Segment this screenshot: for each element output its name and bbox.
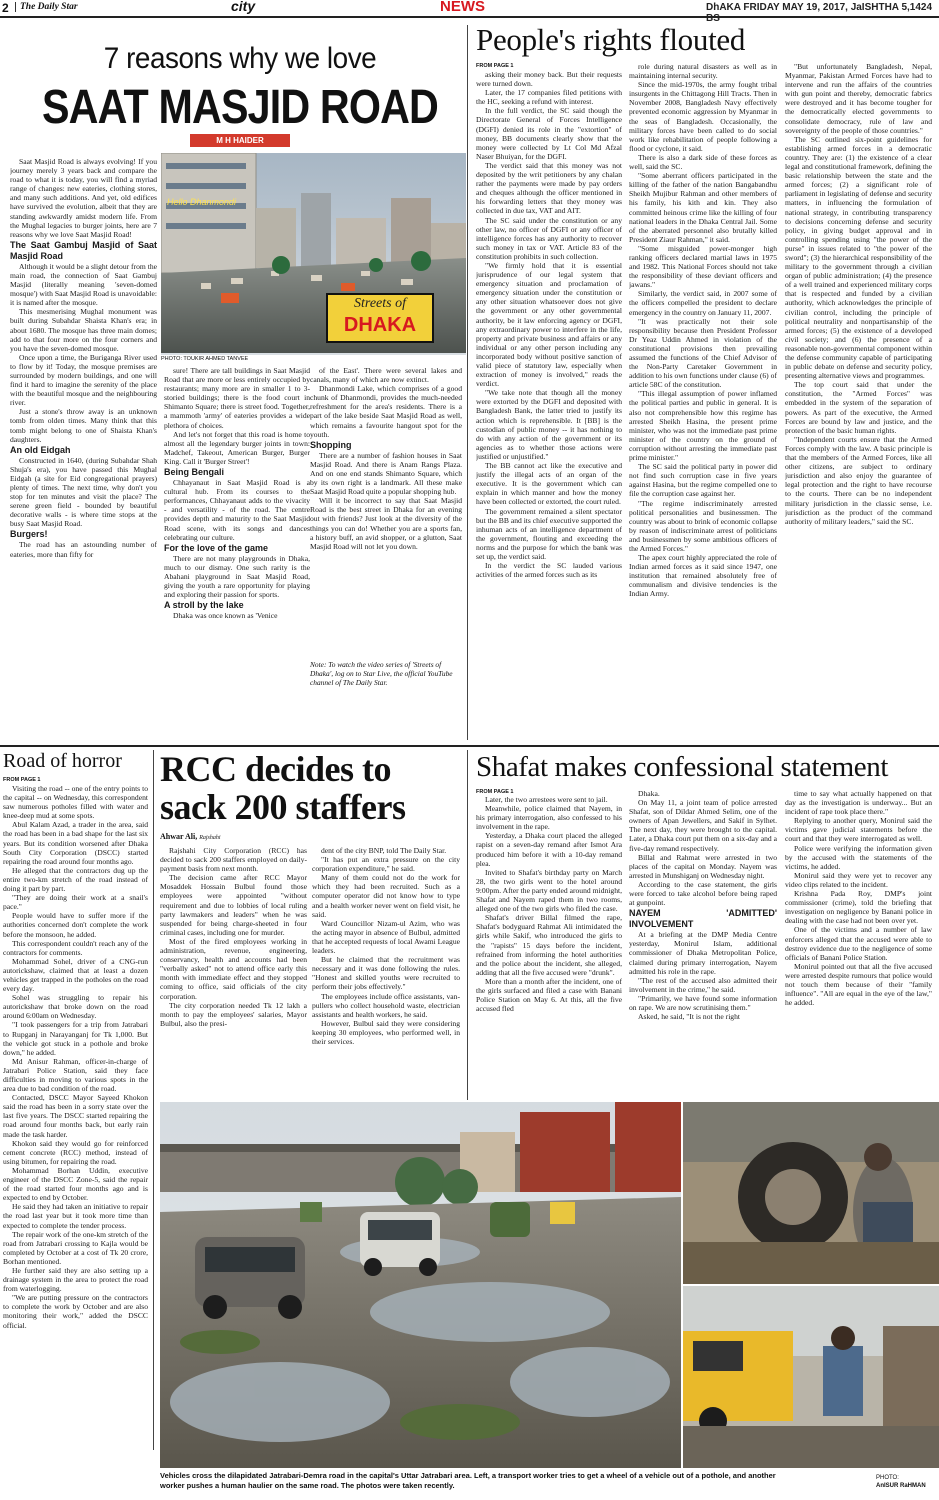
paragraph: Md Anisur Rahman, officer-in-charge of Jatrabari Police Station, said they face difficulties in moving to various spots in the area due to bad condition of the road.	[3, 1056, 148, 1094]
paragraph: Police were verifying the information given by the accused with the statements of the victims, he added.	[785, 843, 932, 871]
paragraph: "The regime indiscriminately arrested political personalities and businessmen. The country was about to brink of economic collapse by reason of indiscriminate arrest of politicians and businessmen by some ambitious officers of the Armed Forces."	[629, 498, 777, 553]
paragraph: Later, the 17 companies filed petitions with the HC, seeking a refund with interest.	[476, 88, 622, 107]
subheading: A stroll by the lake	[164, 600, 244, 611]
paragraph: Sohel was struggling to repair his autorickshaw that broke down on the road around 6:00am on Wednesday.	[3, 993, 148, 1021]
paragraph: dent of the city BNP, told The Daily Star.	[321, 846, 447, 855]
paragraph: However, Bulbul said they were considering keeping 30 employees, who performed well, in their services.	[312, 1018, 460, 1046]
paragraph: sure! There are tall buildings in Saat Masjid Road that are more or less entirely occupied by restaurants; many more are in smaller 1 to 3-storied buildings; there is the food court in Shimanto Square; there is street food. Together, a mammoth 'army' of eateries provides a wide plethora of choices.	[164, 366, 310, 430]
paragraph: "It was practically not their sole responsibility because then President Professor Dr Yeaz Uddin Ahmed in violation of the constitutional provisions then prevailing assumed the functions of the Chief Advisor of the Non-Party Caretaker Government in addition to his own functions under clause (6) of article 58C of the constitution.	[629, 316, 777, 390]
paragraph: Just a stone's throw away is an unknown tomb from olden times. Many think that this tomb might belong to one of Shaista Khan's daughters.	[10, 407, 157, 444]
column-divider	[467, 750, 468, 1100]
paragraph: The SC outlined six-point guidelines for establishing armed forces in a democratic country. They are: (1) the existence of a clear legal and constitutional framework, defining the basic relationship between the state and the armed forces; (2) a significant role of parliament in legislating of defense and security matters, in influencing the formulation of national strategy, in contributing transparency to decisions concerning defense and security policy, in giving budget approval and in controlling spending using "the power of the purse" in issues related to "the power of the sword"; (3) the hierarchical responsibility of the military to the government through a civilian organ of public administration; (4) the presence of a well trained and experienced military corps that is respected and funded by a civilian authority, which acknowledges the principle of civilian control, including the principle of political neutrality and nonpartisanship of the armed forces; (5) the existence of a developed civil society; and (6) the presence of a reasonable non-governmental component within the defense community capable of participating in public debate on defense and security policy, presenting alternative views and programmes.	[785, 134, 932, 381]
paragraph: Dhaka was once known as 'Venice	[173, 611, 278, 621]
paragraph: Replying to another query, Monirul said the victims gave judicial statements before the court and that they were interrogated as well.	[785, 816, 932, 844]
paragraph: "This illegal assumption of power inflamed the political parties and public in general. It is also not comprehensible how this regime has arrested Sheikh Hasina, the present prime minister, who was not the immediate past prime minister of the country on the ground of corruption without arresting the immediate past prime minister."	[629, 389, 777, 463]
paper-logo: The Daily Star	[15, 2, 78, 12]
page-number: 2	[2, 1, 9, 15]
paragraph: The city corporation needed Tk 12 lakh a month to pay the employees' salaries, Mayor Bulbul, also the presi-	[160, 1000, 307, 1028]
paragraph: But he claimed that the recruitment was necessary and it was done following the rules. "Honest and skilled youths were recruited to perform their jobs effectively."	[312, 955, 460, 992]
rights-col-1	[476, 70, 622, 738]
paragraph: The top court said that under the constitution, the "Armed Forces" was embedded in the system of the separation of powers. As part of the executive, the Armed Forces are bound by law and justice, and the protection of the basic human rights.	[785, 380, 932, 435]
horror-from-label: FROM PAGE 1	[3, 777, 41, 783]
paragraph: "Independent courts ensure that the Armed Forces comply with the law. A basic principle is that the members of the Armed Forces, like all other citizens, are subject to ordinary jurisdiction and also enjoy the guarantee of legal protection and the right to have recourse to the courts. There can be no independent military jurisdiction in the classic sense, i.e. jurisdiction as the product of the command authority of military leaders," said the SC.	[785, 434, 932, 526]
rcc-headline-line2: sack 200 staffers	[160, 787, 406, 827]
rcc-col-1	[160, 846, 307, 1096]
paragraph: Monirul pointed out that all the five accused were arrested despite rumours that police would not touch them because of their "family influence". "All are equal in the eye of the law," he added.	[785, 961, 932, 1008]
rights-headline: People's rights flouted	[476, 22, 746, 57]
paragraph: The road has an astounding number of eateries, more than fifty for	[10, 540, 157, 559]
rights-col-2	[629, 62, 777, 738]
paragraph: "We are putting pressure on the contractors to complete the work by October and are also monitoring their work," added the DSCC official.	[3, 1293, 148, 1330]
subheading: For the love of the game	[164, 542, 269, 553]
saat-col-1	[10, 157, 157, 737]
rcc-byline-name: Ahwar Ali,	[160, 832, 198, 841]
paragraph: Most of the fired employees working in administration, revenue, engineering, conservancy, health and accounts had been "verbally asked" not to attend office early this month with immediate effect and they stopped coming to office, said officials of the city corporation.	[160, 936, 307, 1001]
caption-text: Vehicles cross the dilapidated Jatrabari-Demra road in the capital's Uttar Jatrabari area. Left, a transport worker tries to get a wheel of a vehicle out of a pothole, and another worker pushes a human haulier on the same road. The photos were taken recently.	[160, 1471, 776, 1490]
paragraph: Mohammad Sohel, driver of a CNG-run autorickshaw, claimed that at least a dozen vehicles get trapped in the potholes on the road every day.	[3, 956, 148, 994]
paragraph: On May 11, a joint team of police arrested Shafat, son of Dildar Ahmed Selim, one of the owners of Apan Jewellers, and Sakif in Sylhet. The next day, they were brought to the capital. Later, a Dhaka court put them on a six-day and a five-day remand respectively.	[629, 798, 777, 853]
section-label: city	[231, 0, 256, 14]
subheading: The Saat Gambuj Masjid of Saat Masjid Road	[10, 239, 157, 261]
rights-from-label: FROM PAGE 1	[476, 63, 514, 69]
masthead	[0, 0, 939, 24]
road-main-photo	[160, 1102, 681, 1468]
paragraph: There are not many playgrounds in Dhaka, much to our dismay. One such rarity is the Abahani playground in Saat Masjid Road, giving the youth a rare opportunity for playing and exploring their passion for sports.	[164, 553, 310, 600]
photo-credit-label: PHOTO:	[876, 1475, 899, 1481]
section-rule	[0, 745, 939, 747]
horror-headline: Road of horror	[3, 750, 122, 772]
paragraph: Monirul said they were yet to recover any video clips related to the incident.	[785, 870, 932, 889]
shafat-col-2	[629, 789, 777, 1095]
jatrabari-road-image	[160, 1102, 681, 1468]
shafat-col-1	[476, 795, 622, 1095]
human-haulier-image	[683, 1286, 939, 1468]
saat-photo-credit: PHOTO: TOUKIR AHMED TANVEE	[161, 356, 249, 362]
paragraph: Mohammad Borhan Uddin, executive engineer of the DSCC Zone-5, said the repair of the road started four months ago and is expected to end by October.	[3, 1165, 148, 1203]
paragraph: "They are doing their work at a snail's pace."	[3, 893, 148, 912]
paragraph: Meanwhile, police claimed that Nayem, in his primary interrogation, also confessed to his involvement in the rape.	[476, 804, 622, 832]
paragraph: Once upon a time, the Buriganga River used to flow by it! Today, the mosque premises are surrounded by modern buildings, and one will find it hard to imagine the serenity of the place with the beautiful mosque and the neighbouring river.	[10, 352, 157, 408]
paragraph: Dhaka.	[638, 789, 660, 798]
paragraph: "We firmly hold that it is essential jurisprudence of our legal system that emergency situation and proclamation of emergency situation under the constitution or any other situation whatsoever does not give the government or any other governmental authority, be it law enforcing agency or DGFI, any extraordinary power to interfere in the life, property and private business and affairs or any individual or any other person including any incorporated body without positive sanction of valid piece of statutory law, especially when extraction of money is involved," reads the verdict.	[476, 260, 622, 389]
paragraph: In the verdict the SC lauded various activities of the armed forces such as its	[476, 561, 622, 580]
paragraph: The government remained a silent spectator but the BB and its chief executive supported the inhuman acts of an intelligence department of the government, flouting and exceeding the norms and the purpose for which the bank was set up, the verdict said.	[476, 506, 622, 561]
paragraph: "We take note that though all the money were extorted by the DGFI and deposited with Bangladesh Bank, the latter tried to justify its action which is reprehensible. It [BB] is the custodian of public money -- it has nothing to do with any action of the government or its agencies as to whether those actions were justified or unjustified."	[476, 388, 622, 461]
paragraph: The apex court highly appreciated the role of Indian armed forces as it said since 1947, one institution that remained absolutely free of communalism and divisive tendencies is the Indian Army.	[629, 553, 777, 599]
paragraph: of the East'. There were several lakes and canals, many of which are now extinct.	[310, 366, 462, 385]
paragraph: "The rest of the accused also admitted their involvement in the crime," he said.	[629, 975, 777, 994]
saat-note: Note: To watch the video series of 'Streets of Dhaka', log on to Star Live, the official YouTube channel of The Daily Star.	[310, 660, 453, 687]
paragraph: Invited to Shafat's birthday party on March 28, the two girls went to the hotel around 9:00pm. After the party ended around midnight, Shafat and Nayem raped them in two rooms, alleged one of the two girls who filed the case.	[476, 867, 622, 914]
rcc-byline	[160, 832, 221, 841]
paragraph: Shafat's driver Billal filmed the rape, Shafat's bodyguard Rahmat Ali intimidated the girls while Sakif, who introduced the girls to the "rapists" 15 days before the incident, refrained from informing the hotel authorities and the police about the incident, she alleged, adding that all the five accused were "drunk".	[476, 913, 622, 977]
badge-line1: Streets of	[354, 296, 406, 311]
paragraph: Abul Kalam Azad, a trader in the area, said the road has been in a bad shape for the last six years. But its condition worsened after Dhaka South City Corporation (DSCC) started repairing the road around four months ago.	[3, 820, 148, 866]
paragraph: Later, the two arrestees were sent to jail.	[485, 795, 608, 804]
rcc-col-2	[312, 846, 460, 1096]
streets-of-dhaka-badge	[326, 293, 434, 343]
paragraph: time to say what actually happened on that day as the investigation is underway... But an incident of rape took place there."	[785, 789, 932, 817]
subheading: Burgers!	[10, 529, 48, 540]
subheading: NAYEM 'ADMITTED' INVOLVEMENT	[629, 908, 777, 930]
paragraph: "Some misguided power-monger high ranking officers declared martial laws in 1975 and 1982. This National Forces should not take the responsibility of these deviant officers and jawans."	[629, 243, 777, 290]
paragraph: This correspondent couldn't reach any of the contractors for comments.	[3, 938, 148, 957]
paragraph: Khokon said they would go for reinforced cement concrete (RCC) method, instead of using bitumen, for repairing the road.	[3, 1138, 148, 1166]
wheel-pothole-photo	[683, 1102, 939, 1284]
paragraph: Krishna Pada Roy, DMP's joint commissioner (crime), told the briefing that investigation on negligence by Banani police in dealing with the case had not been over yet.	[785, 889, 932, 926]
paragraph: The repair work of the one-km stretch of the road from Jatrabari crossing to Kajla would be completed by October at a cost of Tk 20 crore, Borhan mentioned.	[3, 1229, 148, 1266]
photo-credit-name: AnISUR RaHMAN	[876, 1483, 926, 1489]
paragraph: "Some aberrant officers participated in the killing of the father of the nation Bangabandhu Sheikh Mujibur Rahman and other members of his family, his kith and kin. They also committed heinous crime like the killing of four national leaders in the Dhaka Central Jail. Some of the aberrated personnel also brutally killed President Ziaur Rahman," it said.	[629, 171, 777, 244]
paragraph: Since the mid-1970s, the army fought tribal insurgents in the Chittagong Hill Tracts. Then in November 2008, Bangladesh Navy effectively prevented economic aggression by Myanmar in the seas of Bangladesh. Occasionally, the military forces have been called to do social work like rehabilitation of people following a flood or cyclone, it said.	[629, 80, 777, 153]
photo-caption	[160, 1471, 800, 1490]
paragraph: "Primarily, we have found some information on rape. We are now scrutinising them."	[629, 993, 777, 1012]
subheading: Shopping	[310, 439, 352, 450]
paragraph: Similarly, the verdict said, in 2007 some of the officers compelled the president to declare emergency in the country on January 11, 2007.	[629, 289, 777, 317]
paragraph: According to the case statement, the girls were forced to take alcohol before being raped at gunpoint.	[629, 879, 777, 908]
dateline: DhAKA FRIDAY MAY 19, 2017, JaISHTHA 5,1424 BS	[706, 2, 933, 24]
paragraph: Many of them could not do the work for which they had been recruited. Such as a computer operator did not know how to type and a health worker never went on field visit, he said.	[312, 873, 460, 919]
paragraph: He further said they are also setting up a drainage system in the area to protect the road from waterlogging.	[3, 1265, 148, 1294]
saat-headline: SAAT MASJID ROAD	[41, 81, 439, 134]
paragraph: Yesterday, a Dhaka court placed the alleged rapist on a seven-day remand after Ismot Ara produced him before it with a 10-day remand plea.	[476, 831, 622, 868]
news-label: NEWS	[440, 0, 485, 15]
paragraph: At a briefing at the DMP Media Centre yesterday, Monirul Islam, additional commissioner of Dhaka Metropolitan Police, claimed during primary interrogation, Nayem admitted his role in the rape.	[629, 930, 777, 976]
paragraph: The verdict said that this money was not deposited by the writ petitioners by any chalan rather the payments were made by pay orders and cheques although the officer mentioned in his forwarding letters that they money was collected in due tax, VAT and AIT.	[476, 160, 622, 216]
svg-text:Hello Dhanmondi: Hello Dhanmondi	[167, 197, 237, 207]
shafat-headline: Shafat makes confessional statement	[476, 751, 889, 783]
paragraph: Chhayanaut in Saat Masjid Road is a cultural hub. From its courses to the performances, Chhayanaut adds to the vivacity - and versatility - of the road. The centre provides depth and maturity to the Saat Masjid Road scene, with its songs and dances celebrating our culture.	[164, 478, 310, 542]
rcc-headline-line1: RCC decides to	[160, 749, 391, 789]
paragraph: And let's not forget that this road is home to almost all the legendary burger joints in town: Madchef, Takeout, American Burger, Burger King. Call it 'Burger Street'!	[164, 429, 310, 466]
paragraph: Ward Councillor Nizam-ul Azim, who was the acting mayor in absence of Bulbul, admitted that he accepted requests of local Awami League leaders.	[312, 918, 460, 956]
subheading: Being Bengali	[164, 467, 225, 478]
paragraph: Billal and Rahmat were arrested in two places of the capital on Monday. Nayem was arrested in Munshiganj on Wednesday night.	[629, 852, 777, 880]
subheading: An old Eidgah	[10, 444, 71, 455]
paragraph: There are a number of fashion houses in Saat Masjid Road. And there is Anam Rangs Plaza. And on one end stands Shimanto Square, which by its own right is a landmark. All these make Saat Masjid Road quite a popular shopping hub.	[310, 450, 462, 497]
paragraph: Asked, he said, "It is not the right	[638, 1012, 741, 1022]
saat-col-2	[164, 366, 310, 737]
human-haulier-photo	[683, 1286, 939, 1468]
paragraph: Dhanmondi Lake, which comprises of a good chunk of Dhanmondi, provides the much-needed refreshment for the area's residents. There is a part of the lake beside Saat Masjid Road as well, which remains a favourite hangout spot for the youth.	[310, 384, 462, 439]
paragraph: More than a month after the incident, one of the girls surfaced and filed a case with Banani Police Station on May 6. At this, all the five accused fled	[476, 976, 622, 1014]
paragraph: Although it would be a slight detour from the main road, the connection of Saat Gambuj Masjid (literally meaning 'seven-domed mosque') with Saat Masjid Road is unavoidable: it is named after the mosque.	[10, 261, 157, 308]
paragraph: Rajshahi City Corporation (RCC) has decided to sack 200 staffers employed on daily-payment basis from next month.	[160, 846, 307, 874]
column-divider	[467, 25, 468, 740]
photo-credit	[876, 1474, 926, 1490]
rights-col-3	[785, 62, 932, 562]
paragraph: In the full verdict, the SC said though the Directorate General of Forces Intelligence (DGFI) denied its role in the "extortion" of money, BB documents clearly show that the money were collected by Lt Col Md Afzal Naser Bhuiyan, for the DGFI.	[476, 106, 622, 161]
column-divider	[153, 750, 154, 1450]
paragraph: Visiting the road -- one of the entry points to the capital -- on Wednesday, this correspondent saw numerous potholes filled with water and knee-deep mud at some spots.	[3, 784, 148, 821]
paragraph: He said they had taken an initiative to repair the road last year but it took more time than expected to complete the tender process.	[3, 1202, 148, 1230]
paragraph: "I took passengers for a trip from Jatrabari to Rupganj in Narayanganj for Tk 1,000. But the vehicle got stuck in a pothole and broke down," he added.	[3, 1020, 148, 1057]
saat-kicker: 7 reasons why we love	[103, 42, 377, 75]
paragraph: One of the victims and a number of law enforcers alleged that the accused were able to destroy evidence due to the negligence of some officials of Banani Police Station.	[785, 925, 932, 962]
paragraph: He alleged that the contractors dug up the entire two-km stretch of the road instead of doing it part by part.	[3, 865, 148, 894]
paragraph: role during natural disasters as well as in maintaining internal security.	[629, 62, 777, 81]
shafat-from-label: FROM PAGE 1	[476, 789, 514, 795]
saat-byline: M H HAIDER	[190, 134, 290, 147]
paragraph: The employees include office assistants, van-pullers who collect household waste, electrician assistants and health workers, he said.	[312, 991, 460, 1019]
saat-col-3	[310, 366, 462, 656]
paragraph: "It has put an extra pressure on the city corporation expenditure," he said.	[312, 855, 460, 874]
paragraph: Contacted, DSCC Mayor Sayeed Khokon said the road has been in a sorry state over the last five years. The DSCC started repairing the road around four months back, but early rain made the task harder.	[3, 1093, 148, 1139]
paragraph: The SC said the political party in power did not find such corruption case in five years against Hasina, but the regime compelled one to file the corruption case against her.	[629, 462, 777, 499]
paragraph: This mesmerising Mughal monument was built during Subahdar Shaista Khan's era; in about 1680. The mosque has three main domes; add to that four more on the four corners and you have the seven-domed mosque.	[10, 307, 157, 353]
paragraph: asking their money back. But their requests were turned down.	[476, 70, 622, 89]
paragraph: People would have to suffer more if the authorities concerned don't complete the work before the monsoon, he added.	[3, 911, 148, 939]
transport-worker-image	[683, 1102, 939, 1284]
saat-masjid-photo	[161, 153, 466, 355]
paragraph: Constructed in 1640, (during Subahdar Shah Shuja's era), you have passed this Mughal Eidgah (a site for Eid congregational prayers) plenty of times. The next time, why don't you stop for ten minutes and visit the place? The serene green field - bounded by beautiful decorative walls - is where time stops at the busy Saat Masjid Road.	[10, 455, 157, 529]
paragraph: "But unfortunately Bangladesh, Nepal, Myanmar, Pakistan Armed Forces have had to intervene and run the affairs of the countries with gun point and thereby, democratic fabrics were destroyed and it has become tougher for the democratically elected governments to consolidate democracy, rule of law and sovereignty of the people of those countries."	[785, 62, 932, 135]
paragraph: The SC said under the constitution or any other law, no officer of DGFI or any officer of intelligence forces has any authority to recover such money in tax or VAT. Article 83 of the constitution prohibits in such collection.	[476, 215, 622, 261]
paragraph: The decision came after RCC Mayor Mosaddek Hossain Bulbul found those employees were appointed "without requirement and due to lobbies of local ruling party lawmakers and leaders" when he was suspended for being charge-sheeted in four criminal cases, including one for murder.	[160, 873, 307, 937]
paragraph: Will it be incorrect to say that Saat Masjid Road is the best street in Dhaka for an evening out with friends? Just look at the diversity of the things you can do! Whether you are a sports fan, a history buff, an avid shopper, or a glutton, Saat Masjid Road will not let you down.	[310, 496, 462, 551]
rcc-byline-place: Rajshahi	[199, 835, 221, 841]
paragraph: There is also a dark side of these forces as well, said the SC.	[629, 152, 777, 172]
horror-col-1	[3, 784, 148, 1494]
shafat-col-3	[785, 789, 932, 1095]
paragraph: Saat Masjid Road is always evolving! If you journey merely 3 years back and compare the road to what it is today, you will find a myriad range of changes: new eateries, clothing stores, and many such additions. And yet, old edifices have survived the evolution, albeit that they are standing awkwardly amidst modern life. From the Mughal legacies to burger joints, here are 7 reasons why we love Saat Masjid Road!	[10, 157, 157, 239]
paragraph: The BB cannot act like the executive and justify the illegal acts of an organ of the executive. It is the government which can explain in which manner and how the money have been collected or extorted, the court ruled.	[476, 461, 622, 507]
badge-line2: DHAKA	[343, 314, 417, 336]
